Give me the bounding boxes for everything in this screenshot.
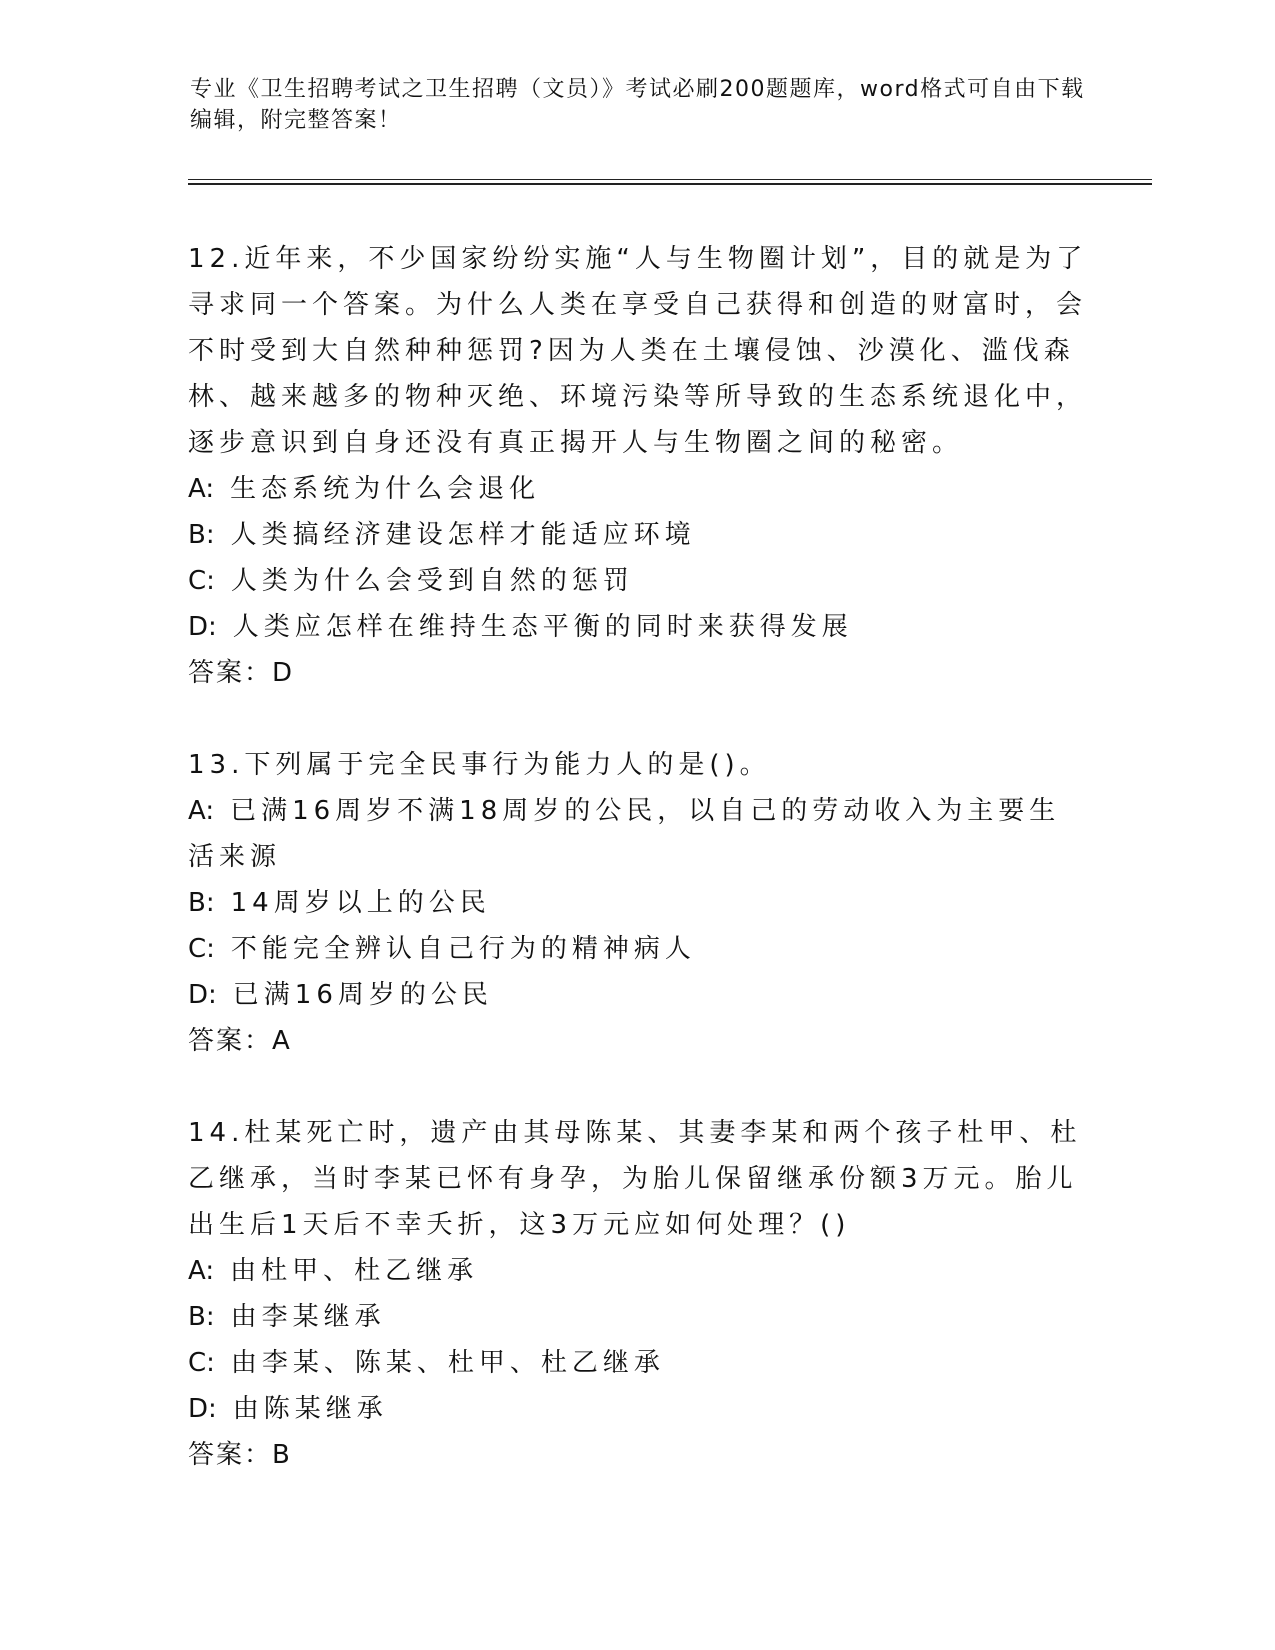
option-letter: B:	[188, 888, 215, 918]
option-letter: C:	[188, 566, 215, 596]
option-letter: D:	[188, 980, 217, 1010]
option-letter: A:	[188, 1256, 215, 1286]
question-list	[188, 236, 1088, 1524]
option-b	[188, 880, 1088, 926]
option-text: 人类应怎样在维持生态平衡的同时来获得发展	[232, 612, 853, 642]
option-text: 人类搞经济建设怎样才能适应环境	[230, 520, 696, 550]
question-text: 14.杜某死亡时，遗产由其母陈某、其妻李某和两个孩子杜甲、杜乙继承，当时李某已怀有身孕，为胎儿保留继承份额3万元。胎儿出生后1天后不幸夭折，这3万元应如何处理？()	[188, 1118, 1082, 1240]
answer-value: B	[272, 1440, 291, 1470]
option-text: 由陈某继承	[232, 1394, 388, 1424]
option-text: 不能完全辨认自己行为的精神病人	[230, 934, 696, 964]
option-c	[188, 926, 1088, 972]
answer-line	[188, 1018, 1088, 1064]
document-header	[190, 74, 1090, 136]
option-a	[188, 466, 1088, 512]
option-letter: A:	[188, 474, 215, 504]
question-text: 13.下列属于完全民事行为能力人的是()。	[188, 750, 771, 780]
option-a	[188, 1248, 1088, 1294]
header-text: 专业《卫生招聘考试之卫生招聘（文员）》考试必刷200题题库，word格式可自由下载编辑，附完整答案！	[190, 77, 1085, 133]
question-13	[188, 742, 1088, 1064]
option-c	[188, 558, 1088, 604]
option-text: 已满16周岁不满18周岁的公民，以自己的劳动收入为主要生活来源	[188, 796, 1061, 872]
option-letter: A:	[188, 796, 215, 826]
question-14	[188, 1110, 1088, 1478]
option-a	[188, 788, 1088, 880]
option-text: 14周岁以上的公民	[230, 888, 491, 918]
option-letter: D:	[188, 612, 217, 642]
option-letter: C:	[188, 1348, 215, 1378]
option-text: 人类为什么会受到自然的惩罚	[230, 566, 634, 596]
option-letter: B:	[188, 520, 215, 550]
option-d	[188, 972, 1088, 1018]
header-divider-thin	[188, 179, 1152, 180]
option-b	[188, 1294, 1088, 1340]
option-d	[188, 1386, 1088, 1432]
answer-line	[188, 650, 1088, 696]
answer-value: D	[272, 658, 294, 688]
answer-line	[188, 1432, 1088, 1478]
option-text: 生态系统为什么会退化	[230, 474, 541, 504]
question-12	[188, 236, 1088, 696]
option-letter: C:	[188, 934, 215, 964]
option-text: 由李某、陈某、杜甲、杜乙继承	[230, 1348, 665, 1378]
option-b	[188, 512, 1088, 558]
option-text: 由李某继承	[230, 1302, 386, 1332]
question-text: 12.近年来，不少国家纷纷实施“人与生物圈计划”，目的就是为了寻求同一个答案。为什么人类在享受自己获得和创造的财富时，会不时受到大自然种种惩罚?因为人类在土壤侵蚀、沙漠化、滥伐森林、越来越多的物种灭绝、环境污染等所导致的生态系统退化中，逐步意识到自身还没有真正揭开人与生物圈之间的秘密。	[188, 244, 1088, 458]
answer-value: A	[272, 1026, 291, 1056]
option-letter: B:	[188, 1302, 215, 1332]
answer-label: 答案：	[188, 1440, 273, 1470]
answer-label: 答案：	[188, 1026, 273, 1056]
option-letter: D:	[188, 1394, 217, 1424]
option-text: 由杜甲、杜乙继承	[230, 1256, 479, 1286]
answer-label: 答案：	[188, 658, 273, 688]
header-divider-thick	[188, 183, 1152, 185]
option-d	[188, 604, 1088, 650]
option-c	[188, 1340, 1088, 1386]
option-text: 已满16周岁的公民	[232, 980, 493, 1010]
